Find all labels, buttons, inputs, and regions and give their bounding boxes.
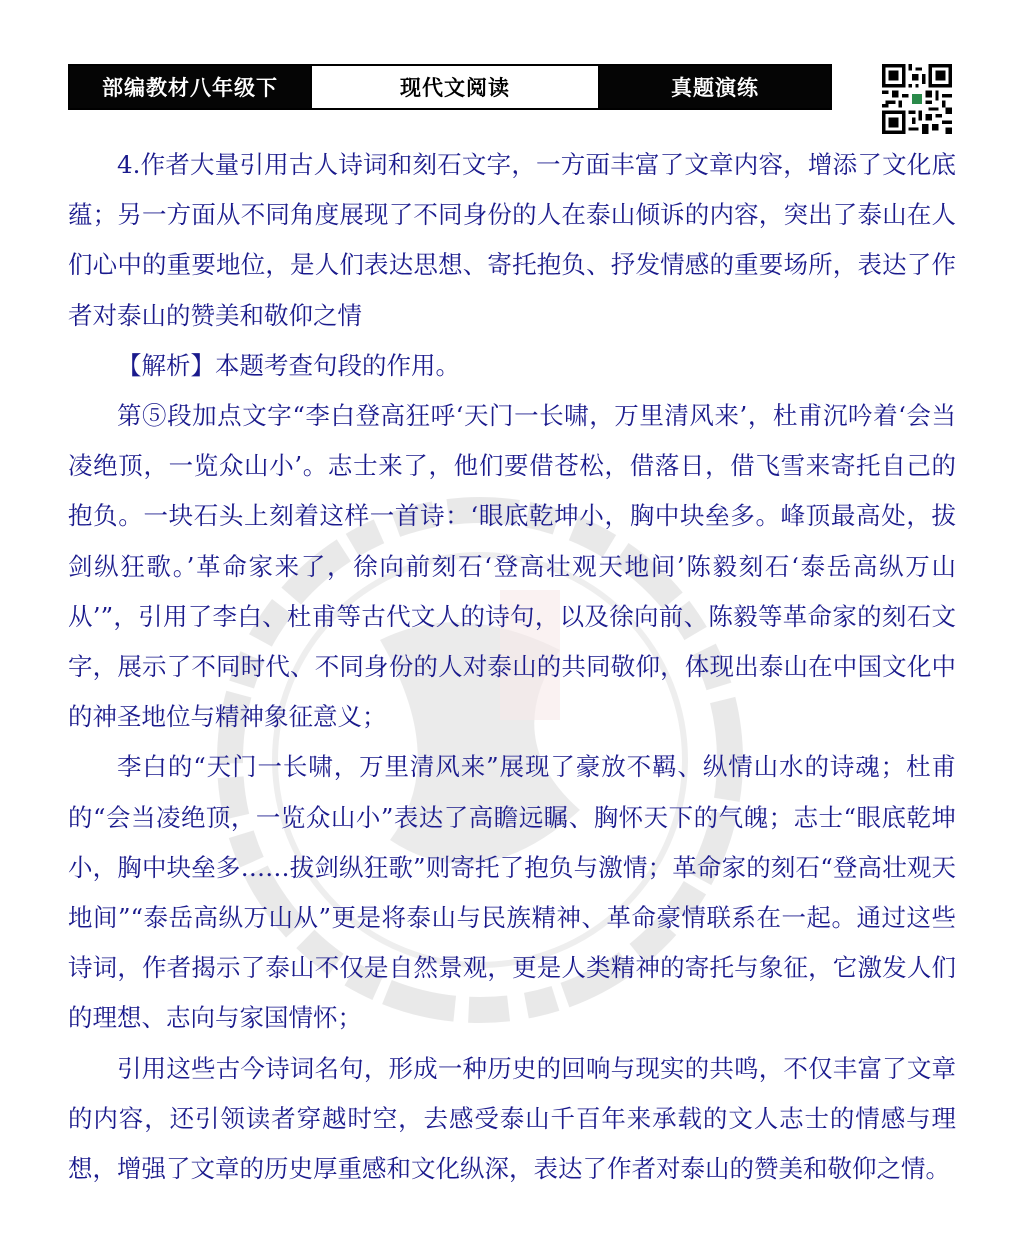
answer-paragraph-2: 第⑤段加点文字“李白登高狂呼‘天门一长啸，万里清风来’，杜甫沉吟着‘会当凌绝顶，一览众山小’。志士来了，他们要借苍松，借落日，借飞雪来寄托自己的抱负。一块石头上刻着这样一首诗：‘眼底乾坤小，胸中块垒多。峰顶最高处，拔剑纵狂歌。’革命家来了，徐向前刻石‘登高壮观天地间’陈毅刻石‘泰岳高纵万山从’”，引用了李白、杜甫等古代文人的诗句，以及徐向前、陈毅等革命家的刻石文字，展示了不同时代、不同身份的人对泰山的共同敬仰，体现出泰山在中国文化中的神圣地位与精神象征意义； — [68, 401, 956, 732]
answer-paragraph-1: 4.作者大量引用古人诗词和刻石文字，一方面丰富了文章内容，增添了文化底蕴；另一方面从不同角度展现了不同身份的人在泰山倾诉的内容，突出了泰山在人们心中的重要地位，是人们表达思想、寄托抱负、抒发情感的重要场所，表达了作者对泰山的赞美和敬仰之情 — [68, 150, 956, 330]
analysis-label: 【解析】 — [117, 350, 215, 380]
header-bar — [68, 64, 832, 110]
analysis-paragraph — [68, 341, 956, 391]
answer-paragraph-4: 引用这些古今诗词名句，形成一种历史的回响与现实的共鸣，不仅丰富了文章的内容，还引领读者穿越时空，去感受泰山千百年来承载的文人志士的情感与理想，增强了文章的历史厚重感和文化纵深，表达了作者对泰山的赞美和敬仰之情。 — [68, 1053, 956, 1184]
header-grade-label: 部编教材八年级下 — [70, 66, 310, 108]
header-section-label: 现代文阅读 — [310, 66, 600, 108]
answer-content — [68, 140, 956, 1194]
header-type-label: 真题演练 — [600, 66, 830, 108]
answer-paragraph-3: 李白的“天门一长啸，万里清风来”展现了豪放不羁、纵情山水的诗魂；杜甫的“会当凌绝顶，一览众山小”表达了高瞻远瞩、胸怀天下的气魄；志士“眼底乾坤小，胸中块垒多……拔剑纵狂歌”则寄托了抱负与激情；革命家的刻石“登高壮观天地间”“泰岳高纵万山从”更是将泰山与民族精神、革命豪情联系在一起。通过这些诗词，作者揭示了泰山不仅是自然景观，更是人类精神的寄托与象征，它激发人们的理想、志向与家国情怀； — [68, 752, 956, 1033]
analysis-text: 本题考查句段的作用。 — [215, 350, 460, 380]
qr-code-icon — [882, 64, 952, 134]
